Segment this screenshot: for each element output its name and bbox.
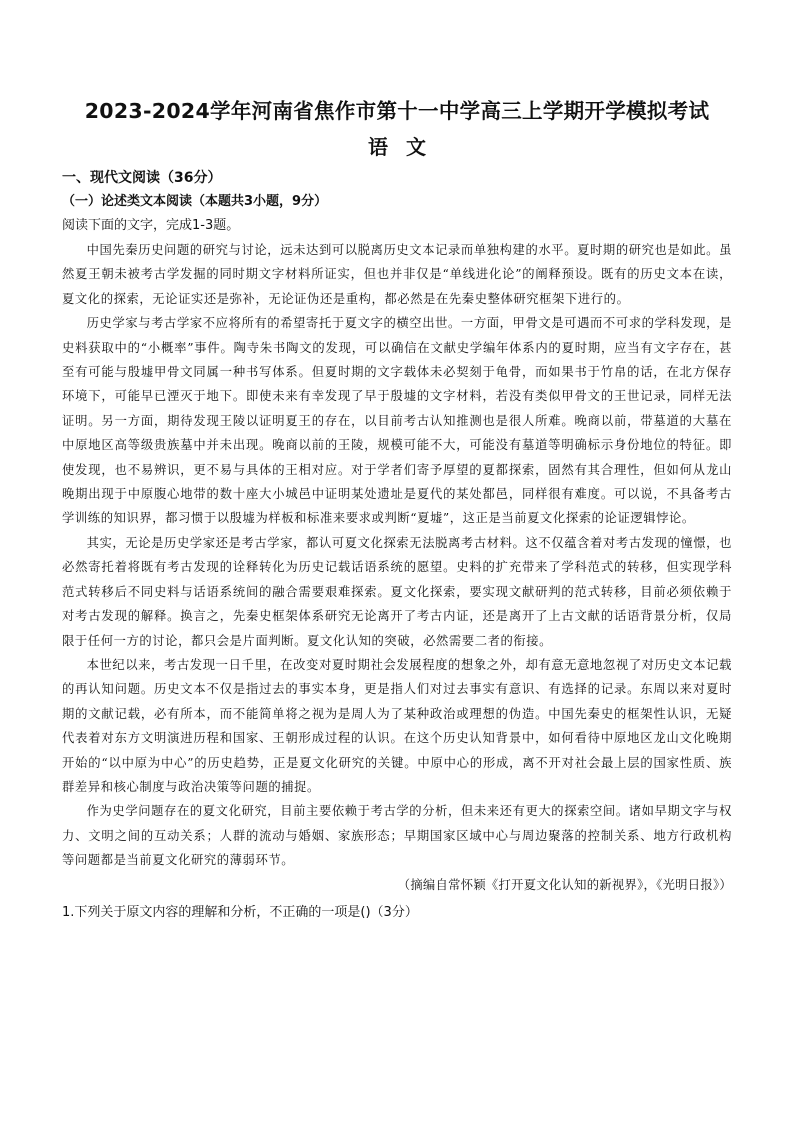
reading-passage	[62, 238, 732, 873]
passage-paragraph: 其实，无论是历史学家还是考古学家，都认可夏文化探索无法脱离考古材料。这不仅蕴含着对考古发现的憧憬，也必然寄托着将既有考古发现的诠释转化为历史记载话语系统的愿望。史料的扩充带来了学科范式的转移，但实现学科范式转移后不同史料与话语系统间的融合需要艰难探索。夏文化探索，要实现文献研判的范式转移，目前必须依赖于对考古发现的解释。换言之，先秦史框架体系研究无论离开了考古内证，还是离开了上古文献的话语背景分析，仅局限于任何一方的讨论，都只会是片面判断。夏文化认知的突破，必然需要二者的衔接。	[62, 535, 732, 648]
subsection-heading: （一）论述类文本阅读（本题共3小题，9分）	[62, 194, 328, 209]
passage-paragraph: 历史学家与考古学家不应将所有的希望寄托于夏文字的横空出世。一方面，甲骨文是可遇而不可求的学科发现，是史料获取中的“小概率”事件。陶寺朱书陶文的发现，可以确信在文献史学编年体系内的夏时期，应当有文字存在，甚至有可能与殷墟甲骨文同属一种书写体系。但夏时期的文字载体未必契刻于龟骨，而如果书于竹帛的话，在北方保存环境下，可能早已湮灭于地下。即使未来有幸发现了早于殷墟的文字材料，若没有类似甲骨文的王世记录，同样无法证明。另一方面，期待发现王陵以证明夏王的存在，以目前考古认知推测也是很人所难。晚商以前，带墓道的大墓在中原地区高等级贵族墓中并未出现。晚商以前的王陵，规模可能不大，可能没有墓道等明确标示身份地位的特征。即使发现，也不易辨识，更不易与具体的王相对应。对于学者们寄予厚望的夏都探索，固然有其合理性，但如何从龙山晚期出现于中原腹心地带的数十座大小城邑中证明某处遗址是夏代的某处都邑，同样很有难度。可以说，不具备考古学训练的知识界，都习惯于以殷墟为样板和标准来要求或判断“夏墟”，这正是当前夏文化探索的论证逻辑悖论。	[62, 316, 732, 526]
passage-paragraph: 本世纪以来，考古发现一日千里，在改变对夏时期社会发展程度的想象之外，却有意无意地忽视了对历史文本记载的再认知问题。历史文本不仅是指过去的事实本身，更是指人们对过去事实有意识、有选择的记录。东周以来对夏时期的文献记载，必有所本，而不能简单将之视为是周人为了某种政治或理想的伪造。中国先秦史的框架性认识，无疑代表着对东方文明演进历程和国家、王朝形成过程的认识。在这个历史认知背景中，如何看待中原地区龙山文化晚期开始的“以中原为中心”的历史趋势，正是夏文化研究的关键。中原中心的形成，离不开对社会最上层的国家性质、族群差异和核心制度与政治决策等问题的捕捉。	[62, 657, 732, 794]
exam-title: 2023-2024学年河南省焦作市第十一中学高三上学期开学模拟考试	[84, 99, 710, 123]
section-heading: 一、现代文阅读（36分）	[62, 170, 222, 186]
subject-heading: 语文	[368, 135, 444, 159]
passage-paragraph: 中国先秦历史问题的研究与讨论，远未达到可以脱离历史文本记录而单独构建的水平。夏时期的研究也是如此。虽然夏王朝未被考古学发掘的同时期文字材料所证实，但也并非仅是“单线进化论”的阐释预设。既有的历史文本在读，夏文化的探索，无论证实还是弥补，无论证伪还是重构，都必然是在先秦史整体研究框架下进行的。	[62, 243, 732, 306]
question-1: 1.下列关于原文内容的理解和分析，不正确的一项是()（3分）	[62, 904, 418, 920]
passage-source: （摘编自常怀颖《打开夏文化认知的新视界》，《光明日报》）	[397, 877, 732, 892]
passage-paragraph: 作为史学问题存在的夏文化研究，目前主要依赖于考古学的分析，但未来还有更大的探索空间。诸如早期文字与权力、文明之间的互动关系；人群的流动与婚姻、家族形态；早期国家区域中心与周边聚落的控制关系、地方行政机构等问题都是当前夏文化研究的薄弱环节。	[62, 804, 732, 868]
reading-instruction: 阅读下面的文字，完成1-3题。	[62, 218, 240, 233]
